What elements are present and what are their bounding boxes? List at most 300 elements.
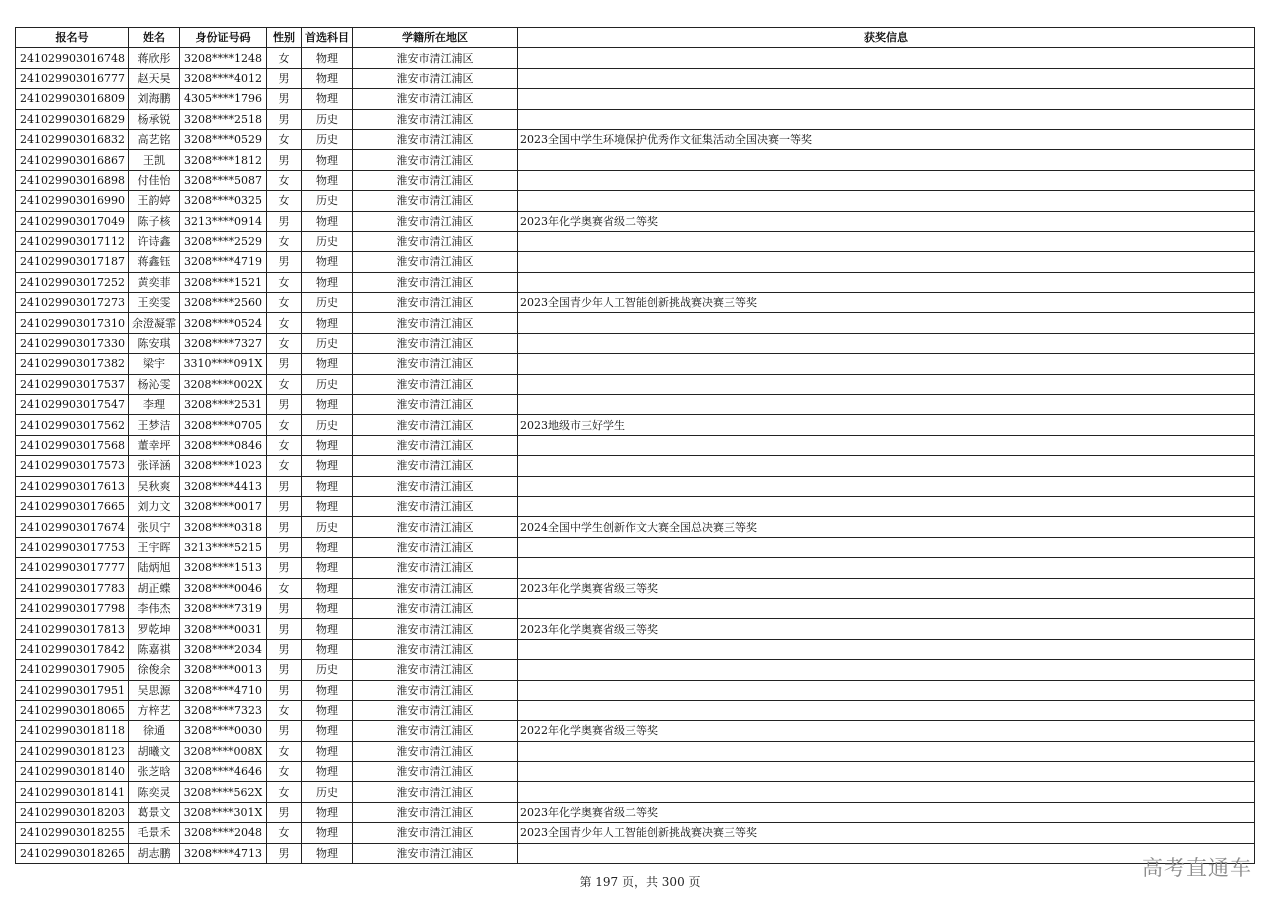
id-number-cell: 3208****4012 <box>179 68 266 88</box>
subject-cell: 物理 <box>301 843 352 863</box>
table-row <box>16 89 1255 109</box>
id-number-cell: 3208****0524 <box>179 313 266 333</box>
subject-cell: 物理 <box>301 578 352 598</box>
id-number-cell: 3208****0846 <box>179 435 266 455</box>
gender-cell: 男 <box>266 537 301 557</box>
gender-cell: 女 <box>266 129 301 149</box>
award-cell <box>517 456 1254 476</box>
region-cell: 淮安市清江浦区 <box>352 660 517 680</box>
registration-no-cell: 241029903016990 <box>16 191 129 211</box>
region-cell: 淮安市清江浦区 <box>352 639 517 659</box>
table-row <box>16 415 1255 435</box>
table-row <box>16 211 1255 231</box>
registration-no-cell: 241029903017547 <box>16 395 129 415</box>
gender-cell: 女 <box>266 272 301 292</box>
award-cell: 2023年化学奥赛省级三等奖 <box>517 619 1254 639</box>
table-row <box>16 558 1255 578</box>
subject-cell: 物理 <box>301 700 352 720</box>
subject-cell: 物理 <box>301 558 352 578</box>
subject-cell: 历史 <box>301 129 352 149</box>
id-number-cell: 3208****4719 <box>179 252 266 272</box>
registration-no-cell: 241029903016832 <box>16 129 129 149</box>
id-number-cell: 3208****2034 <box>179 639 266 659</box>
award-cell <box>517 680 1254 700</box>
name-cell: 杨承锐 <box>128 109 179 129</box>
region-cell: 淮安市清江浦区 <box>352 619 517 639</box>
gender-cell: 女 <box>266 170 301 190</box>
region-cell: 淮安市清江浦区 <box>352 333 517 353</box>
award-cell <box>517 435 1254 455</box>
region-cell: 淮安市清江浦区 <box>352 721 517 741</box>
region-cell: 淮安市清江浦区 <box>352 395 517 415</box>
watermark: 高考直通车 <box>1142 856 1252 880</box>
registration-no-cell: 241029903016898 <box>16 170 129 190</box>
gender-cell: 男 <box>266 68 301 88</box>
registration-no-cell: 241029903016748 <box>16 48 129 68</box>
registration-no-cell: 241029903017665 <box>16 496 129 516</box>
registration-no-cell: 241029903017273 <box>16 293 129 313</box>
id-number-cell: 3208****562X <box>179 782 266 802</box>
subject-cell: 物理 <box>301 619 352 639</box>
gender-cell: 男 <box>266 639 301 659</box>
table-row <box>16 741 1255 761</box>
subject-cell: 物理 <box>301 476 352 496</box>
subject-cell: 历史 <box>301 517 352 537</box>
registration-no-cell: 241029903018140 <box>16 762 129 782</box>
gender-cell: 男 <box>266 395 301 415</box>
table-row <box>16 313 1255 333</box>
header-gender: 性别 <box>266 28 301 48</box>
name-cell: 赵天昊 <box>128 68 179 88</box>
gender-cell: 女 <box>266 741 301 761</box>
gender-cell: 女 <box>266 231 301 251</box>
subject-cell: 物理 <box>301 272 352 292</box>
name-cell: 陈子核 <box>128 211 179 231</box>
id-number-cell: 3213****5215 <box>179 537 266 557</box>
name-cell: 吴秋爽 <box>128 476 179 496</box>
table-row <box>16 578 1255 598</box>
table-row <box>16 721 1255 741</box>
award-cell <box>517 537 1254 557</box>
region-cell: 淮安市清江浦区 <box>352 170 517 190</box>
subject-cell: 物理 <box>301 313 352 333</box>
name-cell: 许诗鑫 <box>128 231 179 251</box>
subject-cell: 物理 <box>301 496 352 516</box>
id-number-cell: 3208****1248 <box>179 48 266 68</box>
region-cell: 淮安市清江浦区 <box>352 252 517 272</box>
registration-no-cell: 241029903017783 <box>16 578 129 598</box>
subject-cell: 物理 <box>301 762 352 782</box>
id-number-cell: 3208****0529 <box>179 129 266 149</box>
name-cell: 刘力文 <box>128 496 179 516</box>
award-cell <box>517 660 1254 680</box>
region-cell: 淮安市清江浦区 <box>352 700 517 720</box>
registration-no-cell: 241029903017951 <box>16 680 129 700</box>
id-number-cell: 3208****0030 <box>179 721 266 741</box>
gender-cell: 女 <box>266 415 301 435</box>
name-cell: 王韵婷 <box>128 191 179 211</box>
name-cell: 王梦洁 <box>128 415 179 435</box>
award-cell <box>517 741 1254 761</box>
region-cell: 淮安市清江浦区 <box>352 598 517 618</box>
subject-cell: 物理 <box>301 150 352 170</box>
table-row <box>16 496 1255 516</box>
gender-cell: 女 <box>266 435 301 455</box>
gender-cell: 男 <box>266 476 301 496</box>
award-cell: 2023全国青少年人工智能创新挑战赛决赛三等奖 <box>517 823 1254 843</box>
region-cell: 淮安市清江浦区 <box>352 293 517 313</box>
name-cell: 李理 <box>128 395 179 415</box>
gender-cell: 女 <box>266 578 301 598</box>
registration-no-cell: 241029903017842 <box>16 639 129 659</box>
award-cell: 2022年化学奥赛省级三等奖 <box>517 721 1254 741</box>
subject-cell: 物理 <box>301 252 352 272</box>
registration-no-cell: 241029903018203 <box>16 802 129 822</box>
registration-no-cell: 241029903017537 <box>16 374 129 394</box>
award-cell <box>517 374 1254 394</box>
header-region: 学籍所在地区 <box>352 28 517 48</box>
table-row <box>16 435 1255 455</box>
registration-no-cell: 241029903018141 <box>16 782 129 802</box>
id-number-cell: 3208****1521 <box>179 272 266 292</box>
gender-cell: 女 <box>266 333 301 353</box>
subject-cell: 历史 <box>301 782 352 802</box>
award-cell: 2023地级市三好学生 <box>517 415 1254 435</box>
gender-cell: 男 <box>266 721 301 741</box>
registration-no-cell: 241029903017753 <box>16 537 129 557</box>
header-id-number: 身份证号码 <box>179 28 266 48</box>
table-row <box>16 252 1255 272</box>
registration-no-cell: 241029903018118 <box>16 721 129 741</box>
gender-cell: 女 <box>266 374 301 394</box>
registration-no-cell: 241029903017568 <box>16 435 129 455</box>
id-number-cell: 3208****7319 <box>179 598 266 618</box>
award-cell <box>517 558 1254 578</box>
registration-no-cell: 241029903018123 <box>16 741 129 761</box>
registration-no-cell: 241029903017613 <box>16 476 129 496</box>
subject-cell: 物理 <box>301 741 352 761</box>
gender-cell: 女 <box>266 48 301 68</box>
name-cell: 余澄凝霏 <box>128 313 179 333</box>
name-cell: 葛景文 <box>128 802 179 822</box>
name-cell: 付佳怡 <box>128 170 179 190</box>
award-cell <box>517 89 1254 109</box>
award-cell <box>517 48 1254 68</box>
name-cell: 毛景禾 <box>128 823 179 843</box>
subject-cell: 物理 <box>301 721 352 741</box>
registration-no-cell: 241029903017187 <box>16 252 129 272</box>
table-row <box>16 680 1255 700</box>
name-cell: 蒋欣彤 <box>128 48 179 68</box>
registration-no-cell: 241029903016829 <box>16 109 129 129</box>
table-row <box>16 762 1255 782</box>
gender-cell: 男 <box>266 619 301 639</box>
region-cell: 淮安市清江浦区 <box>352 89 517 109</box>
region-cell: 淮安市清江浦区 <box>352 843 517 863</box>
award-cell <box>517 191 1254 211</box>
subject-cell: 物理 <box>301 456 352 476</box>
region-cell: 淮安市清江浦区 <box>352 823 517 843</box>
award-cell <box>517 252 1254 272</box>
gender-cell: 男 <box>266 843 301 863</box>
id-number-cell: 3208****2518 <box>179 109 266 129</box>
registration-no-cell: 241029903017562 <box>16 415 129 435</box>
name-cell: 王奕雯 <box>128 293 179 313</box>
subject-cell: 物理 <box>301 802 352 822</box>
id-number-cell: 3208****4646 <box>179 762 266 782</box>
table-row <box>16 456 1255 476</box>
subject-cell: 历史 <box>301 660 352 680</box>
award-cell: 2023年化学奥赛省级三等奖 <box>517 578 1254 598</box>
id-number-cell: 3208****2531 <box>179 395 266 415</box>
table-row <box>16 639 1255 659</box>
name-cell: 陈嘉祺 <box>128 639 179 659</box>
region-cell: 淮安市清江浦区 <box>352 578 517 598</box>
subject-cell: 物理 <box>301 48 352 68</box>
award-cell <box>517 109 1254 129</box>
id-number-cell: 3213****0914 <box>179 211 266 231</box>
id-number-cell: 3208****2048 <box>179 823 266 843</box>
id-number-cell: 3208****0318 <box>179 517 266 537</box>
id-number-cell: 3208****0017 <box>179 496 266 516</box>
name-cell: 方梓艺 <box>128 700 179 720</box>
gender-cell: 男 <box>266 598 301 618</box>
registration-no-cell: 241029903017310 <box>16 313 129 333</box>
gender-cell: 女 <box>266 313 301 333</box>
gender-cell: 男 <box>266 354 301 374</box>
region-cell: 淮安市清江浦区 <box>352 435 517 455</box>
table-row <box>16 333 1255 353</box>
name-cell: 王凯 <box>128 150 179 170</box>
table-row <box>16 48 1255 68</box>
gender-cell: 女 <box>266 823 301 843</box>
subject-cell: 历史 <box>301 415 352 435</box>
registration-no-cell: 241029903016867 <box>16 150 129 170</box>
id-number-cell: 3208****4710 <box>179 680 266 700</box>
subject-cell: 历史 <box>301 109 352 129</box>
subject-cell: 物理 <box>301 354 352 374</box>
region-cell: 淮安市清江浦区 <box>352 109 517 129</box>
gender-cell: 男 <box>266 660 301 680</box>
name-cell: 胡正蝶 <box>128 578 179 598</box>
registration-no-cell: 241029903017905 <box>16 660 129 680</box>
name-cell: 蒋鑫钰 <box>128 252 179 272</box>
name-cell: 王宇晖 <box>128 537 179 557</box>
registration-no-cell: 241029903016777 <box>16 68 129 88</box>
table-row <box>16 68 1255 88</box>
table-row <box>16 109 1255 129</box>
id-number-cell: 4305****1796 <box>179 89 266 109</box>
name-cell: 张贝宁 <box>128 517 179 537</box>
subject-cell: 物理 <box>301 680 352 700</box>
gender-cell: 男 <box>266 680 301 700</box>
award-cell <box>517 700 1254 720</box>
award-cell: 2024全国中学生创新作文大赛全国总决赛三等奖 <box>517 517 1254 537</box>
name-cell: 刘海鹏 <box>128 89 179 109</box>
registration-no-cell: 241029903016809 <box>16 89 129 109</box>
table-row <box>16 191 1255 211</box>
region-cell: 淮安市清江浦区 <box>352 68 517 88</box>
table-row <box>16 476 1255 496</box>
region-cell: 淮安市清江浦区 <box>352 762 517 782</box>
award-cell: 2023年化学奥赛省级二等奖 <box>517 211 1254 231</box>
id-number-cell: 3208****301X <box>179 802 266 822</box>
award-cell <box>517 150 1254 170</box>
header-registration-no: 报名号 <box>16 28 129 48</box>
id-number-cell: 3208****0705 <box>179 415 266 435</box>
region-cell: 淮安市清江浦区 <box>352 272 517 292</box>
gender-cell: 男 <box>266 802 301 822</box>
name-cell: 胡志鹏 <box>128 843 179 863</box>
registration-no-cell: 241029903017382 <box>16 354 129 374</box>
registration-no-cell: 241029903017674 <box>16 517 129 537</box>
registration-no-cell: 241029903017330 <box>16 333 129 353</box>
table-row <box>16 782 1255 802</box>
region-cell: 淮安市清江浦区 <box>352 211 517 231</box>
table-row <box>16 660 1255 680</box>
page-footer: 第 197 页，共 300 页 <box>579 875 701 889</box>
table-row <box>16 802 1255 822</box>
gender-cell: 男 <box>266 558 301 578</box>
name-cell: 陈安琪 <box>128 333 179 353</box>
table-row <box>16 700 1255 720</box>
registration-no-cell: 241029903018265 <box>16 843 129 863</box>
registration-no-cell: 241029903017049 <box>16 211 129 231</box>
id-number-cell: 3208****1023 <box>179 456 266 476</box>
registration-no-cell: 241029903017573 <box>16 456 129 476</box>
table-row <box>16 598 1255 618</box>
header-subject: 首选科目 <box>301 28 352 48</box>
table-row <box>16 619 1255 639</box>
header-awards: 获奖信息 <box>517 28 1254 48</box>
name-cell: 高艺铭 <box>128 129 179 149</box>
name-cell: 张芝晗 <box>128 762 179 782</box>
award-cell <box>517 639 1254 659</box>
region-cell: 淮安市清江浦区 <box>352 517 517 537</box>
table-row <box>16 374 1255 394</box>
region-cell: 淮安市清江浦区 <box>352 150 517 170</box>
gender-cell: 女 <box>266 782 301 802</box>
header-name: 姓名 <box>128 28 179 48</box>
gender-cell: 男 <box>266 252 301 272</box>
subject-cell: 物理 <box>301 639 352 659</box>
subject-cell: 历史 <box>301 374 352 394</box>
id-number-cell: 3208****5087 <box>179 170 266 190</box>
award-cell <box>517 272 1254 292</box>
table-row <box>16 354 1255 374</box>
id-number-cell: 3208****2529 <box>179 231 266 251</box>
table-row <box>16 272 1255 292</box>
subject-cell: 历史 <box>301 333 352 353</box>
award-cell <box>517 782 1254 802</box>
table-row <box>16 843 1255 863</box>
name-cell: 李伟杰 <box>128 598 179 618</box>
table-row <box>16 150 1255 170</box>
id-number-cell: 3208****0031 <box>179 619 266 639</box>
subject-cell: 物理 <box>301 89 352 109</box>
registration-no-cell: 241029903017777 <box>16 558 129 578</box>
award-cell <box>517 598 1254 618</box>
gender-cell: 女 <box>266 191 301 211</box>
id-number-cell: 3208****7323 <box>179 700 266 720</box>
award-cell <box>517 496 1254 516</box>
table-row <box>16 823 1255 843</box>
registration-no-cell: 241029903017798 <box>16 598 129 618</box>
region-cell: 淮安市清江浦区 <box>352 496 517 516</box>
region-cell: 淮安市清江浦区 <box>352 782 517 802</box>
gender-cell: 男 <box>266 89 301 109</box>
region-cell: 淮安市清江浦区 <box>352 537 517 557</box>
region-cell: 淮安市清江浦区 <box>352 191 517 211</box>
gender-cell: 女 <box>266 293 301 313</box>
region-cell: 淮安市清江浦区 <box>352 741 517 761</box>
table-row <box>16 293 1255 313</box>
award-cell: 2023全国中学生环境保护优秀作文征集活动全国决赛一等奖 <box>517 129 1254 149</box>
name-cell: 黄奕菲 <box>128 272 179 292</box>
id-number-cell: 3208****0046 <box>179 578 266 598</box>
region-cell: 淮安市清江浦区 <box>352 48 517 68</box>
subject-cell: 物理 <box>301 598 352 618</box>
id-number-cell: 3208****0325 <box>179 191 266 211</box>
subject-cell: 历史 <box>301 293 352 313</box>
subject-cell: 物理 <box>301 435 352 455</box>
award-cell <box>517 476 1254 496</box>
gender-cell: 男 <box>266 496 301 516</box>
id-number-cell: 3208****1513 <box>179 558 266 578</box>
region-cell: 淮安市清江浦区 <box>352 680 517 700</box>
region-cell: 淮安市清江浦区 <box>352 374 517 394</box>
region-cell: 淮安市清江浦区 <box>352 456 517 476</box>
registration-no-cell: 241029903018065 <box>16 700 129 720</box>
header-row <box>16 28 1255 48</box>
region-cell: 淮安市清江浦区 <box>352 354 517 374</box>
table-row <box>16 537 1255 557</box>
region-cell: 淮安市清江浦区 <box>352 802 517 822</box>
name-cell: 胡曦文 <box>128 741 179 761</box>
award-cell <box>517 762 1254 782</box>
award-cell: 2023年化学奥赛省级二等奖 <box>517 802 1254 822</box>
region-cell: 淮安市清江浦区 <box>352 129 517 149</box>
region-cell: 淮安市清江浦区 <box>352 558 517 578</box>
gender-cell: 男 <box>266 109 301 129</box>
table-row <box>16 170 1255 190</box>
table-row <box>16 231 1255 251</box>
id-number-cell: 3208****2560 <box>179 293 266 313</box>
subject-cell: 物理 <box>301 211 352 231</box>
candidate-table <box>15 27 1255 864</box>
table-row <box>16 517 1255 537</box>
id-number-cell: 3310****091X <box>179 354 266 374</box>
subject-cell: 物理 <box>301 823 352 843</box>
subject-cell: 物理 <box>301 68 352 88</box>
name-cell: 杨沁雯 <box>128 374 179 394</box>
subject-cell: 物理 <box>301 537 352 557</box>
name-cell: 陈奕灵 <box>128 782 179 802</box>
award-cell <box>517 354 1254 374</box>
id-number-cell: 3208****7327 <box>179 333 266 353</box>
id-number-cell: 3208****1812 <box>179 150 266 170</box>
name-cell: 陆炳旭 <box>128 558 179 578</box>
region-cell: 淮安市清江浦区 <box>352 476 517 496</box>
award-cell <box>517 231 1254 251</box>
gender-cell: 男 <box>266 517 301 537</box>
id-number-cell: 3208****002X <box>179 374 266 394</box>
region-cell: 淮安市清江浦区 <box>352 313 517 333</box>
subject-cell: 历史 <box>301 191 352 211</box>
gender-cell: 女 <box>266 456 301 476</box>
award-cell <box>517 333 1254 353</box>
award-cell: 2023全国青少年人工智能创新挑战赛决赛三等奖 <box>517 293 1254 313</box>
